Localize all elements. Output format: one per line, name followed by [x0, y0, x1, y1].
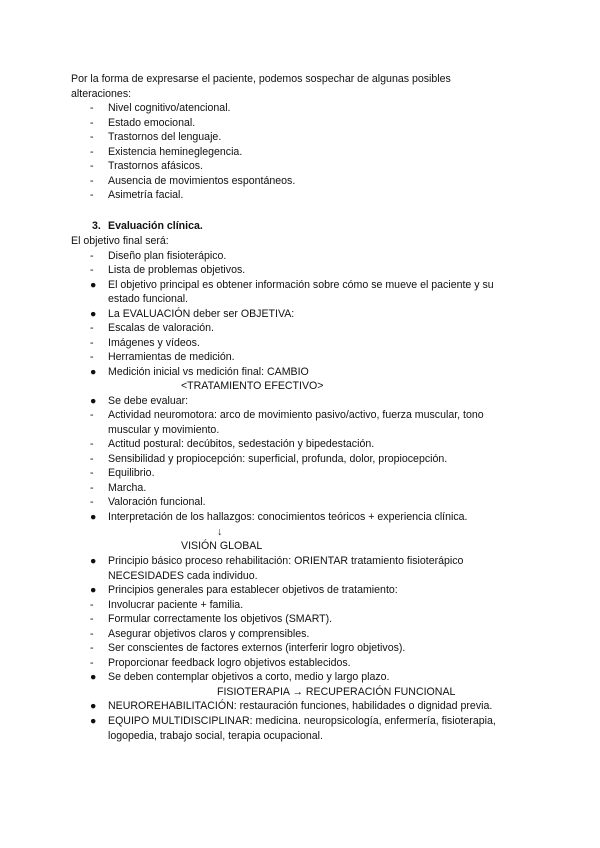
dash-marker: -	[90, 482, 94, 494]
list-item-text: Herramientas de medición.	[108, 351, 235, 363]
list-item-text: Diseño plan fisioterápico.	[108, 250, 227, 262]
list-item-text: Equilibrio.	[108, 467, 155, 479]
list-item-text: Principios generales para establecer objetivos de tratamiento:	[108, 584, 398, 596]
dash-marker: -	[90, 189, 94, 201]
dash-marker: -	[90, 337, 94, 349]
list-item-text: Se debe evaluar:	[108, 395, 189, 407]
list-item-text: Escalas de valoración.	[108, 322, 214, 334]
bullet-marker: ●	[90, 308, 97, 320]
list-item-text: Estado emocional.	[108, 117, 196, 129]
down-arrow-icon: ↓	[217, 526, 223, 538]
list-item-text: Formular correctamente los objetivos (SMART).	[108, 613, 333, 625]
list-item-text: Asegurar objetivos claros y comprensibles.	[108, 628, 310, 640]
list-item-text: EQUIPO MULTIDISCIPLINAR: medicina. neuropsicología, enfermería, fisioterapia,	[108, 715, 496, 727]
list-item-text: Trastornos afásicos.	[108, 160, 203, 172]
dash-marker: -	[90, 250, 94, 262]
dash-marker: -	[90, 117, 94, 129]
dash-marker: -	[90, 657, 94, 669]
list-item-text: Sensibilidad y propiocepción: superficial, profunda, dolor, propiocepción.	[108, 453, 448, 465]
list-item-text: Imágenes y vídeos.	[108, 337, 200, 349]
dash-marker: -	[90, 102, 94, 114]
dash-marker: -	[90, 496, 94, 508]
fisioterapia-recuperacion: FISIOTERAPIA → RECUPERACIÓN FUNCIONAL	[217, 686, 456, 698]
bullet-marker: ●	[90, 671, 97, 683]
dash-marker: -	[90, 322, 94, 334]
list-item-text: Ausencia de movimientos espontáneos.	[108, 175, 296, 187]
list-item-continuation: estado funcional.	[108, 293, 189, 305]
list-item-text: Marcha.	[108, 482, 147, 494]
list-item-text: Lista de problemas objetivos.	[108, 264, 246, 276]
tratamiento-efectivo: <TRATAMIENTO EFECTIVO>	[181, 380, 324, 392]
section-lead: El objetivo final será:	[71, 235, 169, 247]
bullet-marker: ●	[90, 279, 97, 291]
intro-line-2: alteraciones:	[71, 88, 132, 100]
dash-marker: -	[90, 264, 94, 276]
section-title: Evaluación clínica.	[108, 220, 203, 232]
list-item-text: Asimetría facial.	[108, 189, 184, 201]
dash-marker: -	[90, 599, 94, 611]
dash-marker: -	[90, 467, 94, 479]
dash-marker: -	[90, 409, 94, 421]
list-item-text: Interpretación de los hallazgos: conocimientos teóricos + experiencia clínica.	[108, 511, 468, 523]
bullet-marker: ●	[90, 715, 97, 727]
list-item-text: Existencia hemineglegencia.	[108, 146, 243, 158]
dash-marker: -	[90, 438, 94, 450]
list-item-text: Actividad neuromotora: arco de movimiento pasivo/activo, fuerza muscular, tono	[108, 409, 484, 421]
list-item-text: Actitud postural: decúbitos, sedestación y bipedestación.	[108, 438, 375, 450]
section-heading	[92, 220, 203, 233]
bullet-marker: ●	[90, 395, 97, 407]
list-item-text: Trastornos del lenguaje.	[108, 131, 222, 143]
list-item-continuation: logopedia, trabajo social, terapia ocupacional.	[108, 730, 323, 742]
dash-marker: -	[90, 131, 94, 143]
dash-marker: -	[90, 642, 94, 654]
bullet-marker: ●	[90, 366, 97, 378]
list-item-text: Proporcionar feedback logro objetivos establecidos.	[108, 657, 351, 669]
list-item-continuation: NECESIDADES cada individuo.	[108, 570, 258, 582]
list-item-text: La EVALUACIÓN deber ser OBJETIVA:	[108, 308, 295, 320]
bullet-marker: ●	[90, 555, 97, 567]
dash-marker: -	[90, 146, 94, 158]
dash-marker: -	[90, 628, 94, 640]
intro-line-1: Por la forma de expresarse el paciente, podemos sospechar de algunas posibles	[71, 73, 451, 85]
dash-marker: -	[90, 613, 94, 625]
dash-marker: -	[90, 351, 94, 363]
list-item-continuation: muscular y movimiento.	[108, 424, 220, 436]
list-item-text: Involucrar paciente + familia.	[108, 599, 244, 611]
vision-global: VISIÓN GLOBAL	[181, 540, 263, 552]
list-item-text: Se deben contemplar objetivos a corto, medio y largo plazo.	[108, 671, 390, 683]
list-item-text: Principio básico proceso rehabilitación: ORIENTAR tratamiento fisioterápico	[108, 555, 464, 567]
list-item-text: Valoración funcional.	[108, 496, 206, 508]
list-item-text: Medición inicial vs medición final: CAMBIO	[108, 366, 309, 378]
bullet-marker: ●	[90, 584, 97, 596]
dash-marker: -	[90, 453, 94, 465]
bullet-marker: ●	[90, 511, 97, 523]
dash-marker: -	[90, 175, 94, 187]
list-item-text: NEUROREHABILITACIÓN: restauración funciones, habilidades o dignidad previa.	[108, 700, 493, 712]
list-item-text: El objetivo principal es obtener información sobre cómo se mueve el paciente y su	[108, 279, 494, 291]
section-number: 3.	[92, 220, 101, 232]
list-item-text: Ser conscientes de factores externos (interferir logro objetivos).	[108, 642, 406, 654]
dash-marker: -	[90, 160, 94, 172]
list-item-text: Nivel cognitivo/atencional.	[108, 102, 231, 114]
bullet-marker: ●	[90, 700, 97, 712]
